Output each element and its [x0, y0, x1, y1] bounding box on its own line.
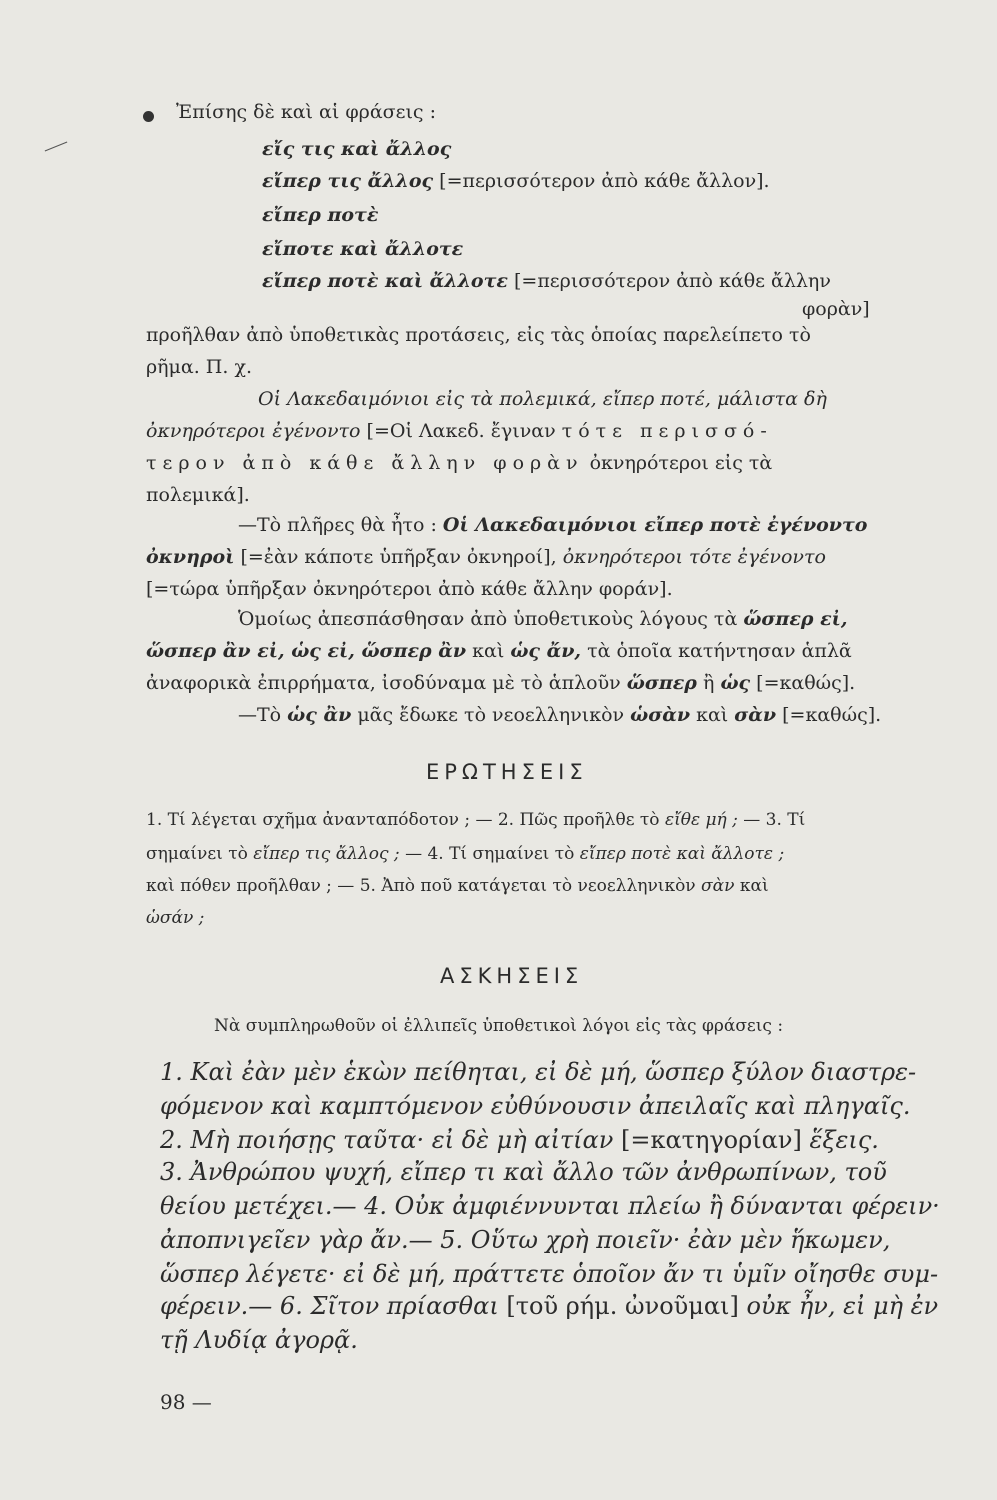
exercise-line-3: [160, 1128, 879, 1152]
example-line-3-spaced: τερον ἀπὸ κάθε ἄλλην φορὰν: [146, 452, 584, 474]
questions-line-1: [146, 812, 805, 829]
phrase-5-gloss-end: φορὰν]: [802, 298, 870, 320]
phrase-2-line: [262, 172, 770, 191]
phrase-2-gloss: [=περισσότερον ἀπὸ κάθε ἄλλον].: [439, 170, 770, 192]
questions-line-2-d: εἴπερ ποτὲ καὶ ἄλλοτε ;: [579, 844, 785, 864]
para3-line-2: [146, 642, 852, 661]
para3-line-4-e: καὶ: [696, 704, 729, 726]
para3-line-2-italic-a: ὥσπερ ἂν εἰ, ὡς εἰ, ὥσπερ ἂν: [146, 640, 467, 662]
exercise-line-8-end: οὐκ ἦν, εἰ μὴ ἐν: [746, 1292, 939, 1320]
para2-line-2-gloss: [=ἐὰν κάποτε ὑπῆρξαν ὀκνηροί],: [240, 546, 557, 568]
phrase-1: εἴς τις καὶ ἄλλος: [262, 138, 452, 160]
example-line-2-gloss: [=Οἱ Λακεδ. ἔγιναν: [366, 420, 556, 442]
exercise-line-3-a: 2. Μὴ ποιήσῃς ταῦτα· εἰ δὲ μὴ αἰτίαν: [160, 1126, 614, 1154]
para3-line-4-a: —Τὸ: [238, 704, 282, 726]
example-line-2-italic: ὀκνηρότεροι ἐγένοντο: [146, 420, 361, 442]
para3-line-3-italic-b: ὡς: [720, 672, 751, 694]
para3-line-4-c: μᾶς ἔδωκε τὸ νεοελληνικὸν: [357, 704, 625, 726]
questions-line-1-end: — 3. Τί: [743, 810, 806, 830]
questions-line-2-c: — 4. Τί σημαίνει τὸ: [405, 844, 575, 864]
questions-line-2: [146, 846, 784, 863]
para2-line-2-italic: ὀκνηροὶ: [146, 546, 235, 568]
para3-line-4-g: [=καθώς].: [782, 704, 882, 726]
phrase-2: εἴπερ τις ἄλλος: [262, 170, 434, 192]
para3-line-1-italic: ὥσπερ εἰ,: [743, 608, 848, 630]
para3-line-1-start: Ὁμοίως ἀπεσπάσθησαν ἀπὸ ὑποθετικοὺς λόγους τὰ: [238, 608, 738, 630]
questions-line-3-a: καὶ πόθεν προῆλθαν ; — 5. Ἀπὸ ποῦ κατάγεται τὸ νεοελληνικὸν: [146, 876, 696, 896]
para2-line-2-end: ὀκνηρότεροι τότε ἐγένοντο: [562, 546, 826, 568]
page-number: 98 —: [160, 1390, 212, 1414]
exercise-line-8-a: φέρειν.— 6. Σῖτον πρίασθαι: [160, 1292, 499, 1320]
questions-heading: ΕΡΩΤΗΣΕΙΣ: [426, 760, 588, 784]
para3-line-2-and: καὶ: [472, 640, 505, 662]
para3-line-4-f: σὰν: [734, 704, 777, 726]
exercise-line-3-gloss: [=κατηγορίαν]: [621, 1126, 802, 1154]
exercise-line-8: [160, 1294, 938, 1318]
para3-line-3: [146, 674, 855, 693]
questions-line-2-a: σημαίνει τὸ: [146, 844, 248, 864]
exercise-line-5: θείου μετέχει.— 4. Οὐκ ἀμφιέννυνται πλείω ἢ δύνανται φέρειν·: [160, 1192, 940, 1220]
example-line-3: [146, 454, 772, 473]
questions-line-1-italic: εἴθε μή ;: [664, 810, 738, 830]
para3-line-2-end: τὰ ὁποῖα κατήντησαν ἁπλᾶ: [587, 640, 852, 662]
exercise-line-7: ὥσπερ λέγετε· εἰ δὲ μή, πράττετε ὁποῖον ἄν τι ὑμῖν οἴησθε συμ-: [160, 1260, 939, 1288]
exercise-line-8-gloss: [τοῦ ρήμ. ὠνοῦμαι]: [506, 1292, 739, 1320]
exercise-line-4: 3. Ἀνθρώπου ψυχή, εἴπερ τι καὶ ἄλλο τῶν ἀνθρωπίνων, τοῦ: [160, 1158, 887, 1186]
exercise-line-9: τῇ Λυδίᾳ ἀγορᾷ.: [160, 1326, 358, 1354]
exercise-line-1: 1. Καὶ ἐὰν μὲν ἑκὼν πείθηται, εἰ δὲ μή, ὥσπερ ξύλον διαστρε-: [160, 1058, 917, 1086]
phrase-4: εἴποτε καὶ ἄλλοτε: [262, 238, 464, 260]
exercise-line-6: ἀποπνιγεῖεν γὰρ ἄν.— 5. Οὕτω χρὴ ποιεῖν· ἐὰν μὲν ἥκωμεν,: [160, 1226, 891, 1254]
body-line-b: ρῆμα. Π. χ.: [146, 356, 253, 378]
questions-line-1-a: 1. Τί λέγεται σχῆμα ἀνανταπόδοτον ; — 2. Πῶς προῆλθε τὸ: [146, 810, 660, 830]
para3-line-4-b: ὡς ἂν: [287, 704, 352, 726]
questions-line-2-b: εἴπερ τις ἄλλος ;: [253, 844, 400, 864]
phrase-5-line: [262, 272, 831, 291]
phrase-5-gloss: [=περισσότερον ἀπὸ κάθε ἄλλην: [513, 270, 831, 292]
exercise-line-3-end: ἕξεις.: [809, 1126, 879, 1154]
para2-line-3: [=τώρα ὑπῆρξαν ὀκνηρότεροι ἀπὸ κάθε ἄλλην φοράν].: [146, 578, 673, 600]
phrase-5: εἴπερ ποτὲ καὶ ἄλλοτε: [262, 270, 508, 292]
example-line-3-text: ὀκνηρότεροι εἰς τὰ: [589, 452, 773, 474]
para3-line-3-start: ἀναφορικὰ ἐπιρρήματα, ἰσοδύναμα μὲ τὸ ἁπλοῦν: [146, 672, 621, 694]
questions-line-3-b: σὰν: [701, 876, 735, 896]
questions-line-4: ὡσάν ;: [146, 908, 205, 928]
margin-mark: [45, 142, 68, 152]
para3-line-3-italic-a: ὥσπερ: [626, 672, 697, 694]
para3-line-2-italic-b: ὡς ἄν,: [510, 640, 582, 662]
phrase-3: εἴπερ ποτὲ: [262, 204, 379, 226]
para3-line-1: [238, 610, 848, 629]
body-line-a: προῆλθαν ἀπὸ ὑποθετικὰς προτάσεις, εἰς τὰς ὁποίας παρελείπετο τὸ: [146, 324, 811, 346]
para2-line-1: [238, 516, 867, 535]
example-line-2-spaced: τότε περισσό-: [561, 420, 773, 442]
para3-line-3-gloss: [=καθώς].: [756, 672, 856, 694]
exercise-line-2: φόμενον καὶ καμπτόμενον εὐθύνουσιν ἀπειλαῖς καὶ πληγαῖς.: [160, 1092, 911, 1120]
example-line-2: [146, 422, 773, 441]
para2-line-1-italic: Οἱ Λακεδαιμόνιοι εἴπερ ποτὲ ἐγένοντο: [442, 514, 868, 536]
intro-line: Ἐπίσης δὲ καὶ αἱ φράσεις :: [176, 101, 437, 123]
para3-line-4: [238, 706, 881, 725]
para2-line-2: [146, 548, 826, 567]
para3-line-4-d: ὡσὰν: [630, 704, 691, 726]
exercises-instruction: Νὰ συμπληρωθοῦν οἱ ἐλλιπεῖς ὑποθετικοὶ λόγοι εἰς τὰς φράσεις :: [214, 1016, 784, 1036]
example-line-1: Οἱ Λακεδαιμόνιοι εἰς τὰ πολεμικά, εἴπερ ποτέ, μάλιστα δὴ: [258, 388, 827, 410]
exercises-heading: ΑΣΚΗΣΕΙΣ: [440, 964, 584, 988]
example-line-4: πολεμικά].: [146, 484, 250, 506]
questions-line-3: [146, 878, 769, 895]
para3-line-3-or: ἢ: [703, 672, 715, 694]
para2-line-1-start: —Τὸ πλῆρες θὰ ἦτο :: [238, 514, 437, 536]
bullet-dot: [143, 111, 154, 122]
questions-line-3-c: καὶ: [739, 876, 769, 896]
